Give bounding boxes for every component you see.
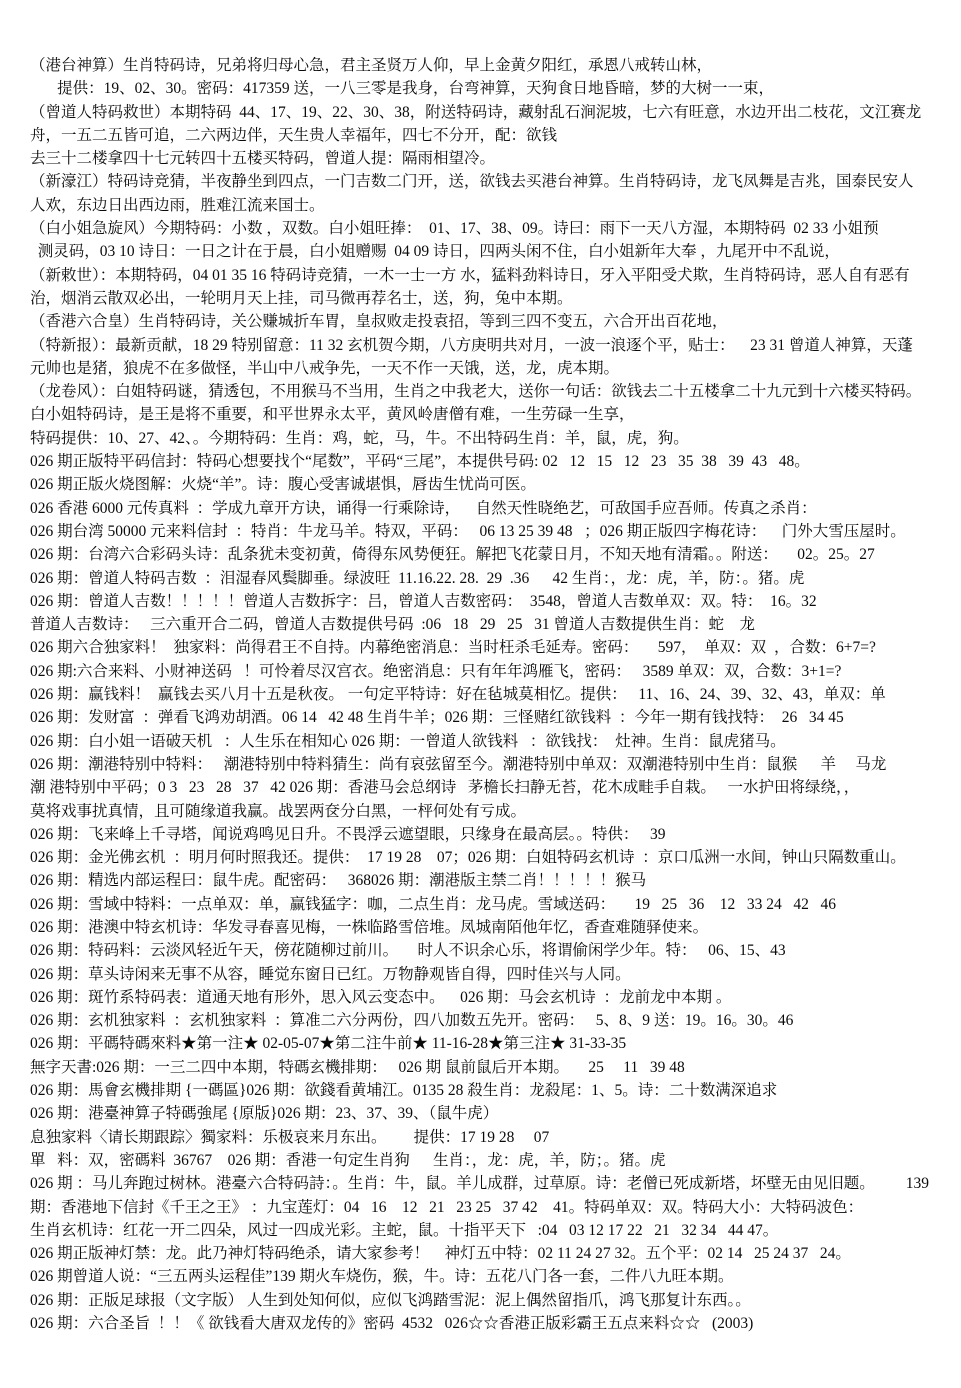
text-line: 026 期：发财富 ：弹看飞鸿劝胡酒。06 14 42 48 生肖牛羊；026 期：三怪赌红欲钱料 ：今年一期有钱找特： 26 34 45 bbox=[30, 709, 844, 727]
text-line: 026 期：曾道人吉数！！！！！曾道人吉数拆字：吕，曾道人吉数密码： 3548，曾道人吉数单双：双。特： 16。32 bbox=[30, 592, 817, 610]
text-line: 026 期：正版足球报（文字版） 人生到处知何似，应似飞鸿踏雪泥：泥上偶然留指爪，鸿飞那复计东西。。 bbox=[30, 1291, 751, 1309]
text-line: 026 期正版火烧图解：火烧“羊”。诗：腹心受害诚堪惧，唇齿生忧尚可医。 bbox=[30, 476, 536, 494]
text-line: （特新报）：最新贡献，18 29 特别留意：11 32 玄机贺今期，八方庚明共对月，一波一浪逐个平，贴士： 23 31 曾道人神算，天蓬 bbox=[30, 336, 913, 354]
text-line: 莫将戏事扰真情，且可随缘道我赢。战罢两奁分白黑，一枰何处有亏成。 bbox=[30, 802, 527, 820]
text-line: （新敕世）：本期特码，04 01 35 16 特码诗竞猜，一木一士一方 水，猛料劲料诗日，牙入平阳受犬欺，生肖特码诗，恶人自有恶有 bbox=[30, 266, 910, 284]
text-line: 026 期：玄机独家料 ：玄机独家料 ：算准二六分两份，四八加数五先开。密码： 5、8、9 送：19。16。30。46 bbox=[30, 1012, 794, 1030]
text-line: 特码提供：10、27、42、。今期特码：生肖：鸡，蛇，马，牛。不出特码生肖：羊，鼠，虎，狗。 bbox=[30, 429, 689, 447]
text-line: 026 期：精选内部运程曰：鼠牛虎。配密码： 368026 期：潮港版主禁二肖！！！！！猴马 bbox=[30, 872, 647, 890]
text-line: 026 期：馬會玄機排期 {一碼區}026 期：欲錢看黄埔江。0135 28 殺生肖：龙殺尾：1、5。诗：二十数满深追求 bbox=[30, 1082, 778, 1100]
text-line: 026 期正版神灯禁：龙。此乃神灯特码绝杀，请大家参考！ 神灯五中特：02 11 24 27 32。五个平：02 14 25 24 37 24。 bbox=[30, 1245, 851, 1263]
text-line: 026 期：金光佛玄机 ：明月何时照我还。提供： 17 19 28 07；026 期：白姐特码玄机诗 ：京口瓜洲一水间，钟山只隔数重山。 bbox=[30, 849, 906, 867]
text-line: 元帅也是猪，狼虎不在多做怪，半山中八戒争先，一天不作一天饿，送，龙，虎本期。 bbox=[30, 359, 620, 377]
text-line: 026 期：六合圣旨 ！！《 欲钱看大唐双龙传的》密码 4532 026☆☆香港正版彩霸王五点来料☆☆ (2003) bbox=[30, 1315, 754, 1333]
text-line: （香港六合皇）生肖特码诗，关公赚城折车胃，皇叔败走投袁招，等到三四不变五，六合开出百花地， bbox=[30, 313, 728, 331]
text-line: 026 期：赢钱料！ 赢钱去买八月十五是秋夜。 一句定平特诗：好在毡城莫相忆。提供： 11、16、24、39、32、43，单双：单 bbox=[30, 686, 886, 704]
text-line: （白小姐急旋风）今期特码：小数 ，双数。白小姐旺捧： 01、17、38、09。诗曰：雨下一天八方湿，本期特码 02 33 小姐预 bbox=[30, 220, 879, 238]
text-line: 026 期：台湾六合彩码头诗：乱条犹未变初黄，倚得东风势便狂。解把飞花蒙日月，不知天地有清霜。。附送： 02。25。27 bbox=[30, 546, 875, 564]
text-line: 026 期：曾道人特码吉数 ：泪湿春风鬓脚垂。绿波旺 11.16.22. 28. 29 .36 42 生肖：，龙：虎，羊，防：。猪。虎 bbox=[30, 569, 805, 587]
text-line: （新濠江）特码诗竞猜，半夜静坐到四点，一门吉数二门开，送，欲钱去买港台神算。生肖特码诗，龙飞凤舞是吉兆，国泰民安人 bbox=[30, 173, 914, 191]
text-line: 普道人吉数诗： 三六重开合二码，曾道人吉数提供号码 :06 18 29 25 31 曾道人吉数提供生肖：蛇 龙 bbox=[30, 616, 756, 634]
text-line: 無字天書:026 期：一三二四中本期，特碼玄機排期： 026 期 鼠前鼠后开本期。 25 11 39 48 bbox=[30, 1058, 685, 1076]
text-line: 026 期：港臺神算子特碼強尾 {原版}026 期：23、37、39、（鼠牛虎） bbox=[30, 1105, 499, 1123]
text-line: 026 期：斑竹系特码表：道通天地有形外，思入风云变态中。 026 期：马会玄机诗 ：龙前龙中本期 。 bbox=[30, 988, 732, 1006]
text-line: 026 期：白小姐一语破天机 ：人生乐在相知心 026 期：一曾道人欲钱料 ：欲钱找： 灶神。生肖：鼠虎猪马。 bbox=[30, 732, 786, 750]
text-line: 026 期：飞来峰上千寻塔，闻说鸡鸣见日升。不畏浮云遮望眼，只缘身在最高层。。特供： 39 bbox=[30, 825, 666, 843]
text-line: 提供：19、02、30。密码：417359 送，一八三零是我身，台弯神算，天狗食日地昏暗，梦的大树一一束， bbox=[30, 80, 775, 98]
text-line: 白小姐特码诗，是王是将不重要，和平世界永太平，黄风岭唐僧有难，一生劳碌一生享， bbox=[30, 406, 635, 424]
text-line: （曾道人特码救世）本期特码 44、17、19、22、30、38，附送特码诗，藏射乱石涧泥坡，七六有旺意，水边开出二枝花，文江赛龙 bbox=[30, 103, 922, 121]
text-line: 026 期六合独家料！ 独家料：尚得君王不自持。内幕绝密消息：当时枉杀毛延寿。密码： 597， 单双：双 ，合数：6+7=? bbox=[30, 639, 876, 657]
document-body bbox=[30, 54, 943, 1335]
text-line: 去三十二楼拿四十七元转四十五楼买特码，曾道人提：隔雨相望冷。 bbox=[30, 150, 496, 168]
text-line: 026 香港 6000 元传真料 ：学成九章开方诀，诵得一行乘除诗， 自然天性晓绝艺，可敌国手应吾师。传真之杀肖： bbox=[30, 499, 817, 517]
text-line: 026 期：草头诗闲来无事不从容，睡觉东窗日已红。万物静观皆自得，四时佳兴与人同。 bbox=[30, 965, 631, 983]
text-line: 單 料：双，密碼料 36767 026 期：香港一句定生肖狗 生肖：，龙：虎，羊，防；。猪。虎 bbox=[30, 1151, 666, 1169]
text-line: 026 期正版特平码信封：特码心想要找个“尾数”，平码“三尾”，本提供号码: 02 12 15 12 23 35 38 39 43 48。 bbox=[30, 453, 810, 471]
text-line: 026 期：平碼特碼來料★第一注★ 02-05-07★第二注牛前★ 11-16-28★第三注★ 31-33-35 bbox=[30, 1035, 627, 1053]
text-line: 026 期 ：马儿奔跑过树林。港臺六合特码詩：。生肖：牛，鼠。羊儿成群，过草原。诗：老僧已死成新塔，坏壁无由见旧题。 139 bbox=[30, 1175, 930, 1193]
text-line: 026 期：特码料：云淡风轻近午天，傍花随柳过前川。 时人不识余心乐，将谓偷闲学少年。特： 06、15、43 bbox=[30, 942, 786, 960]
text-line: 舟，一五二五皆可追，二六两边伴，天生贵人幸福年，四七不分开，配：欲钱 bbox=[30, 126, 558, 144]
text-line: 测灵码，03 10 诗日：一日之计在于晨，白小姐赠赐 04 09 诗日，四两头闲不住，白小姐新年大奉 ，九尾开中不乱说， bbox=[30, 243, 840, 261]
text-line: 潮 港特别中平码；0 3 23 28 37 42 026 期：香港马会总纲诗 茅檐长扫静无苔，花木成畦手自栽。 一水护田将绿绕，， bbox=[30, 779, 860, 797]
text-line: 期：香港地下信封《千王之王》 ：九宝莲灯：04 16 12 21 23 25 37 42 41。特码单双：双。特码大小：大特码波色： bbox=[30, 1198, 864, 1216]
text-line: 治，烟消云散双必出，一轮明月天上挂，司马微再荐名士，送，狗，兔中本期。 bbox=[30, 289, 573, 307]
text-line: （港台神算）生肖特码诗，兄弟将归母心急，君主圣贤万人仰，早上金黄夕阳红，承恩八戒转山林， bbox=[30, 57, 713, 74]
text-line: 026 期:六合来料、小财神送码 ！可怜着尽汉宫衣。绝密消息：只有年年鸿雁飞，密码： 3589 单双：双，合数：3+1=? bbox=[30, 662, 842, 680]
text-line: 人欢，东边日出西边雨，胜难江流来国士。 bbox=[30, 196, 325, 214]
text-line: （龙卷风）：白姐特码谜，猜透包，不用猴马不当用，生肖之中我老大，送你一句话：欲钱去二十五楼拿二十九元到十六楼买特码。 bbox=[30, 383, 922, 401]
text-line: 息独家料〈请长期跟踪〉獨家料：乐极哀来月东出。 提供：17 19 28 07 bbox=[30, 1128, 550, 1146]
text-line: 026 期：港澳中特玄机诗：华发寻春喜见梅，一株临路雪倍堆。凤城南陌他年忆，香查难随驿使来。 bbox=[30, 918, 709, 936]
text-line: 026 期：潮港特别中特料： 潮港特别中特料猜生：尚有哀弦留至今。潮港特别中单双：双潮港特别中生肖：鼠猴 羊 马龙 bbox=[30, 755, 887, 773]
text-line: 026 期曾道人说：“三五两头运程佳”139 期火车烧伤，猴，牛。诗：五花八门各一套，二件八九旺本期。 bbox=[30, 1268, 734, 1286]
text-line: 026 期：雪域中特料：一点单双：单，赢钱猛字：咖，二点生肖：龙马虎。雪域送码： 19 25 36 12 33 24 42 46 bbox=[30, 895, 837, 913]
text-line: 生肖玄机诗：红花一开二四朵，风过一四成光彩。主蛇，鼠。十指平天下 :04 03 12 17 22 21 32 34 44 47。 bbox=[30, 1221, 779, 1239]
text-line: 026 期台湾 50000 元来料信封 ：特肖：牛龙马羊。特双，平码： 06 13 25 39 48 ；026 期正版四字梅花诗： 门外大雪压屋时。 bbox=[30, 522, 906, 540]
